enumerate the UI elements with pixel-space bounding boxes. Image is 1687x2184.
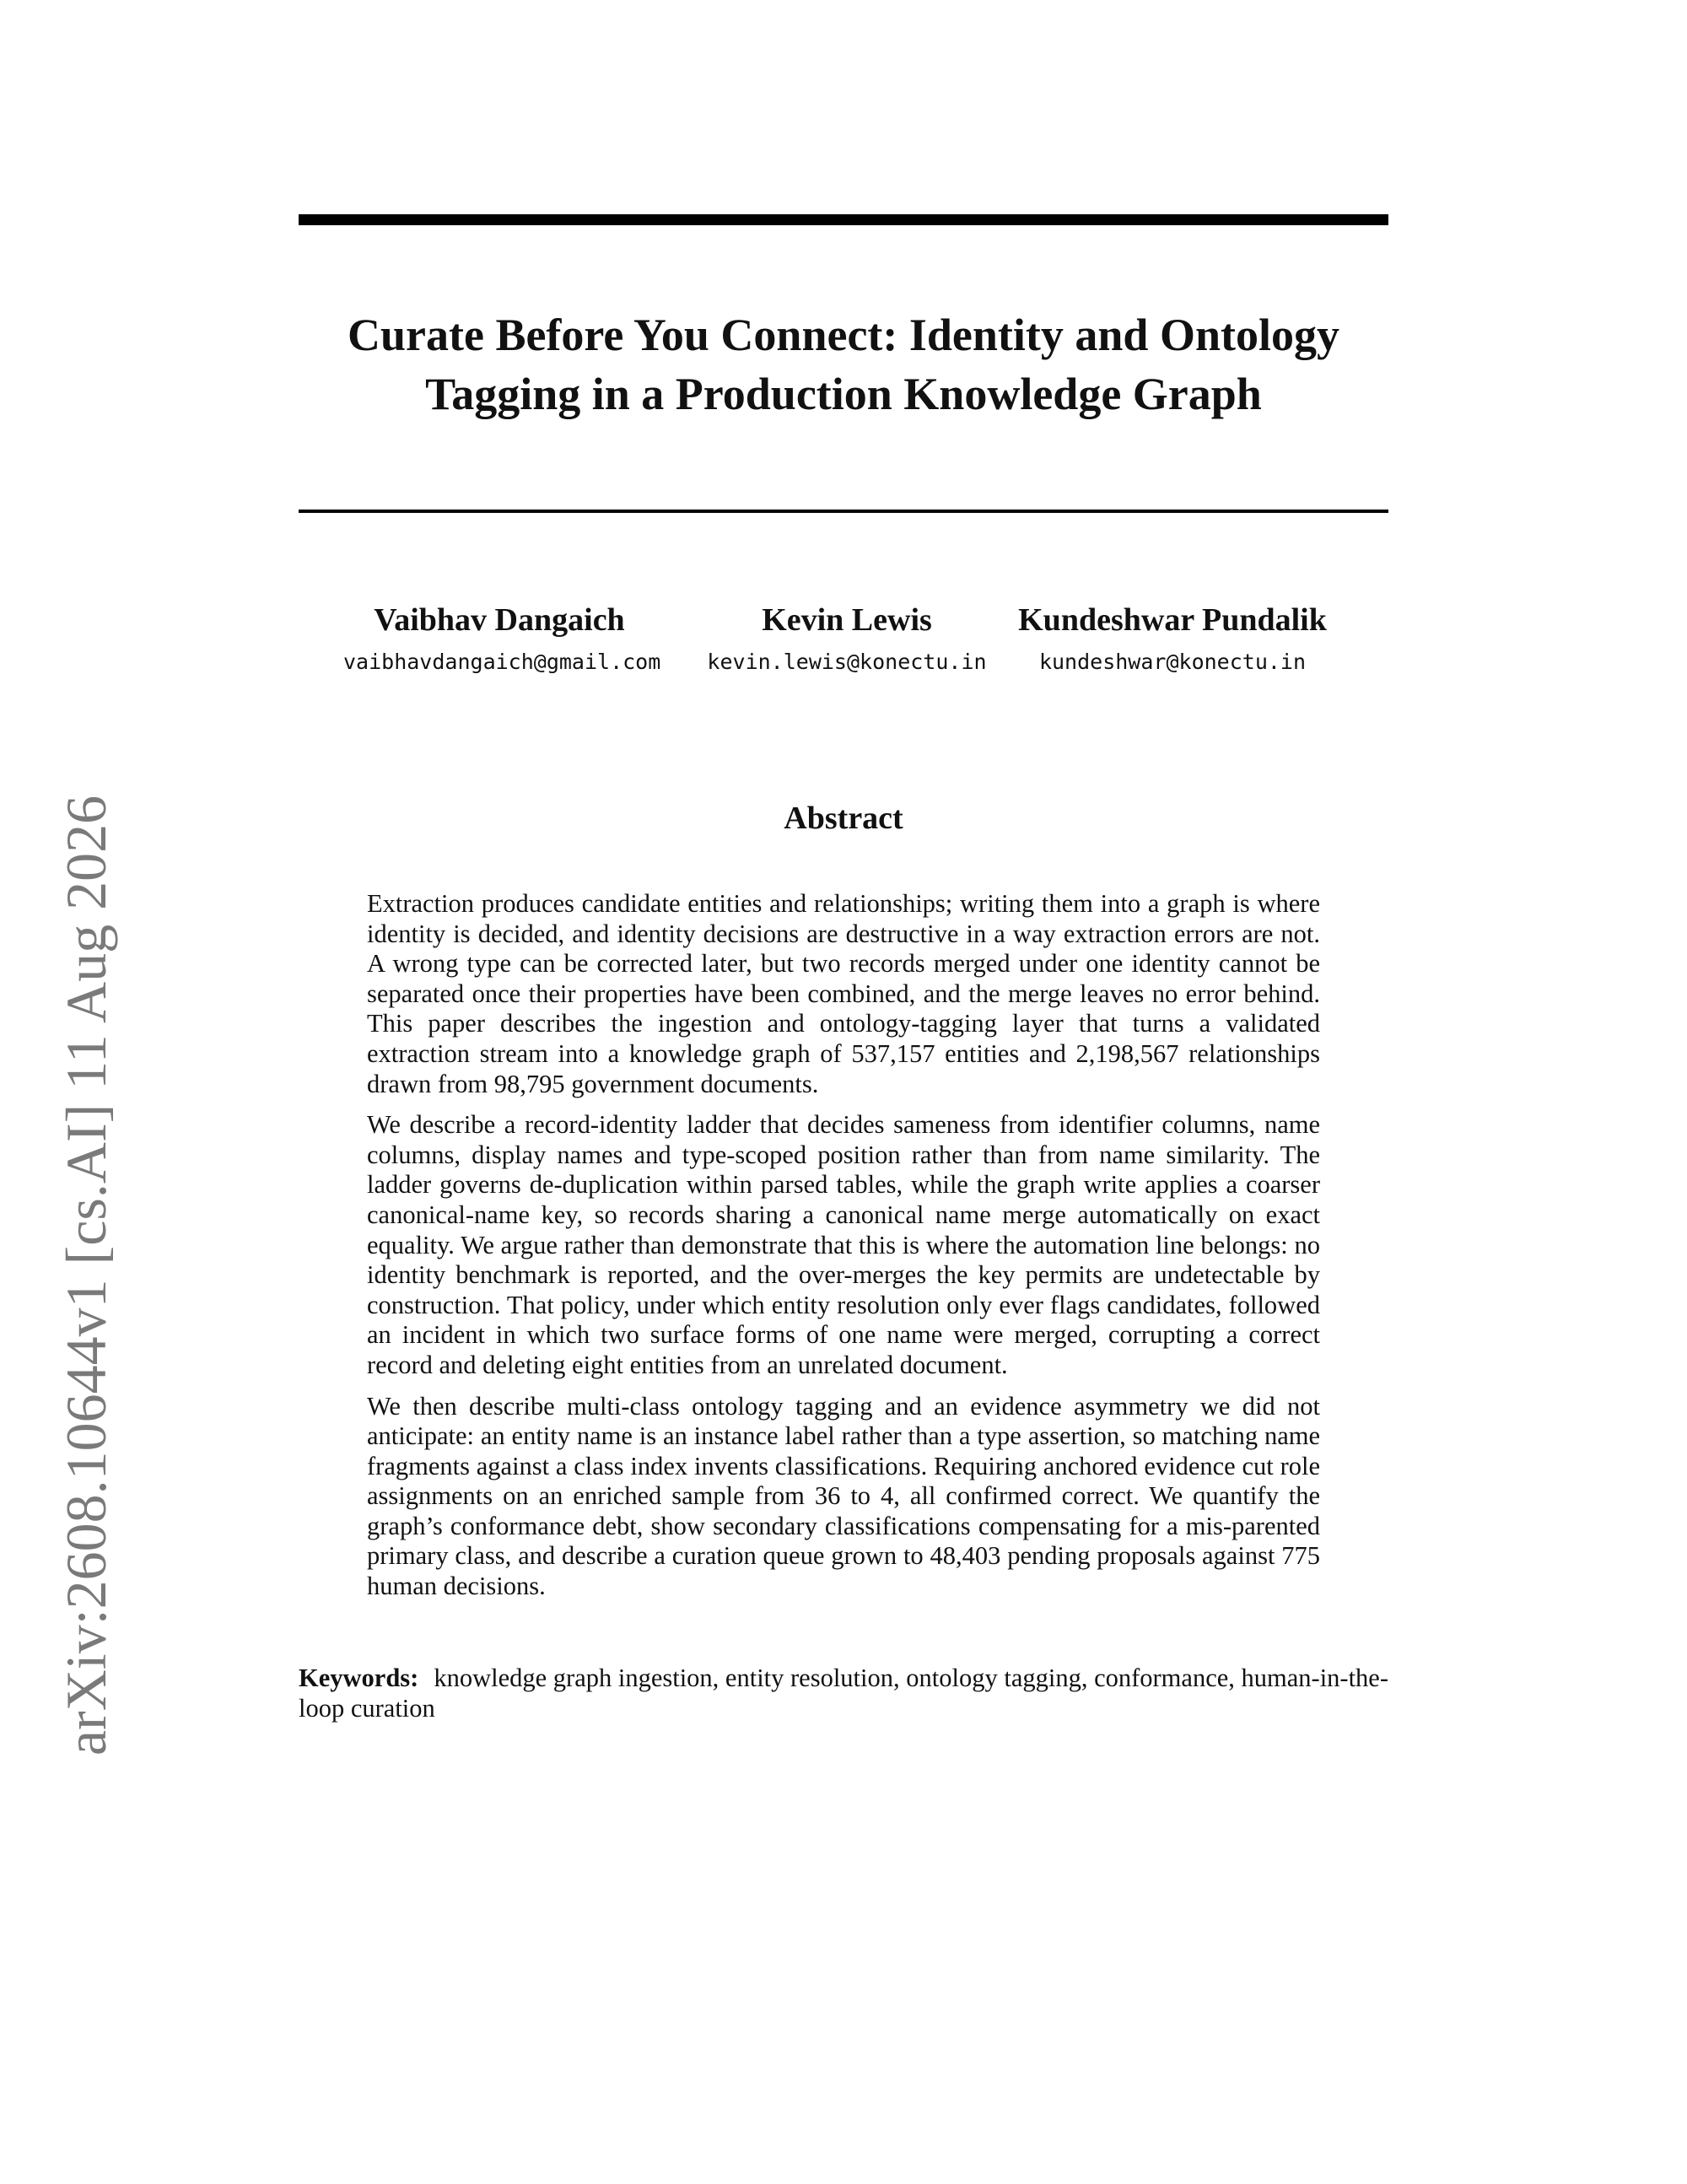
title-top-rule [299,214,1388,225]
author-1 [343,601,661,677]
title-line-1: Curate Before You Connect: Identity and Ontology [348,310,1339,360]
author-name: Kundeshwar Pundalik [1018,602,1327,638]
abstract-heading: Abstract [784,801,903,836]
keywords-block [299,1664,1388,1723]
author-email: vaibhavdangaich@gmail.com [343,650,661,674]
keywords-label: Keywords: [299,1664,419,1692]
title-line-2: Tagging in a Production Knowledge Graph [425,369,1262,419]
author-email: kevin.lewis@konectu.in [707,650,987,674]
paper-title [299,305,1388,423]
abstract-body [367,889,1320,1613]
abstract-paragraph-2: We describe a record-identity ladder that decides sameness from identifier columns, name columns, display names and type-scoped position rather than from name similarity. The ladder governs de-duplication within parsed tables, while the graph write applies a coarser canonical-name key, so records sharing a canonical name merge automatically on exact equality. We argue rather than demonstrate that this is where the automation line belongs: no identity benchmark is reported, and the over-merges the key permits are undetectable by construction. That policy, under which entity resolution only ever flags candidates, followed an incident in which two surface forms of one name were merged, corrupting a correct record and deleting eight entities from an unrelated document. [367,1110,1320,1379]
keywords-text: knowledge graph ingestion, entity resolution, ontology tagging, conformance, human-in-the-loop curation [299,1664,1388,1723]
arxiv-identifier-stamp: arXiv:2608.10644v1 [cs.AI] 11 Aug 2026 [54,795,118,1756]
author-2 [682,601,1011,677]
author-name: Vaibhav Dangaich [374,602,625,638]
author-email: kundeshwar@konectu.in [1038,650,1307,674]
author-3 [1012,601,1333,677]
author-name: Kevin Lewis [762,602,932,638]
abstract-paragraph-1: Extraction produces candidate entities and relationships; writing them into a graph is where identity is decided, and identity decisions are destructive in a way extraction errors are not. A wrong type can be corrected later, but two records merged under one identity cannot be separated once their properties have been combined, and the merge leaves no error behind. This paper describes the ingestion and ontology-tagging layer that turns a validated extraction stream into a knowledge graph of 537,157 entities and 2,198,567 relationships drawn from 98,795 government documents. [367,889,1320,1098]
title-bottom-rule [299,510,1388,513]
abstract-paragraph-3: We then describe multi-class ontology tagging and an evidence asymmetry we did not anticipate: an entity name is an instance label rather than a type assertion, so matching name fragments against a class index invents classifications. Requiring anchored evidence cut role assignments on an enriched sample from 36 to 4, all confirmed correct. We quantify the graph’s conformance debt, show secondary classifications compensating for a mis-parented primary class, and describe a curation queue grown to 48,403 pending proposals against 775 human decisions. [367,1391,1320,1601]
author-block [299,601,1388,685]
